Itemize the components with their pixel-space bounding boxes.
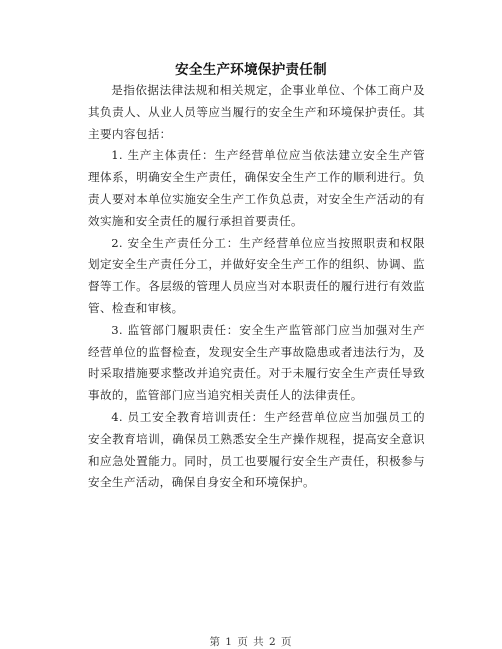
document-body bbox=[88, 80, 425, 494]
clause-paragraph-1: 1. 生产主体责任：生产经营单位应当依法建立安全生产管理体系，明确安全生产责任，确保安全生产工作的顺利进行。负责人要对本单位实施安全生产工作负总责，对安全生产活动的有效实施和安全责任的履行承担首要责任。 bbox=[88, 148, 425, 228]
intro-paragraph: 是指依据法律法规和相关规定，企事业单位、个体工商户及其负责人、从业人员等应当履行的安全生产和环境保护责任。其主要内容包括： bbox=[88, 83, 425, 141]
clause-paragraph-3: 3. 监管部门履职责任：安全生产监管部门应当加强对生产经营单位的监督检查，发现安全生产事故隐患或者违法行为，及时采取措施要求整改并追究责任。对于未履行安全生产责任导致事故的，监管部门应当追究相关责任人的法律责任。 bbox=[88, 322, 425, 403]
page-number-footer: 第 1 页 共 2 页 bbox=[209, 636, 293, 648]
clause-paragraph-4: 4. 员工安全教育培训责任：生产经营单位应当加强员工的安全教育培训，确保员工熟悉安全生产操作规程，提高安全意识和应急处置能力。同时，员工也要履行安全生产责任，积极参与安全生产活动，确保自身安全和环境保护。 bbox=[88, 409, 425, 490]
clause-paragraph-2: 2. 安全生产责任分工：生产经营单位应当按照职责和权限划定安全生产责任分工，并做好安全生产工作的组织、协调、监督等工作。各层级的管理人员应当对本职责任的履行进行有效监管、检查和审核。 bbox=[88, 235, 425, 315]
document-title: 安全生产环境保护责任制 bbox=[175, 62, 327, 78]
